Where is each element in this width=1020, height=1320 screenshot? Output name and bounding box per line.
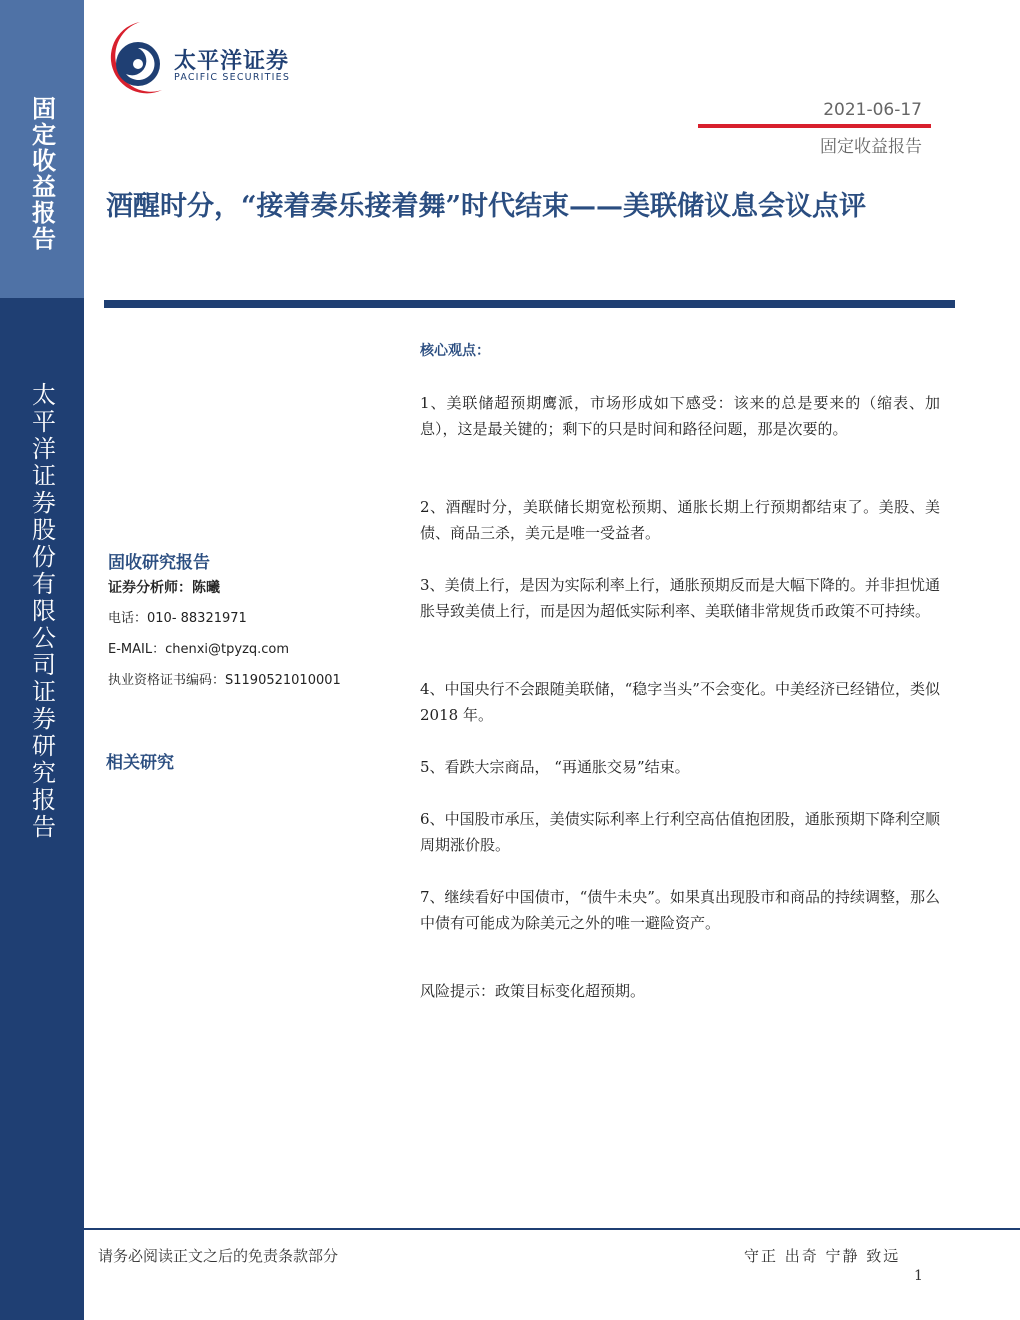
report-date: 2021-06-17	[823, 100, 922, 120]
core-point: 7、继续看好中国债市，“债牛未央”。如果真出现股市和商品的持续调整，那么中债有可能成为除美元之外的唯一避险资产。	[420, 888, 940, 932]
risk-warning: 风险提示：政策目标变化超预期。	[420, 982, 646, 1000]
core-point: 4、中国央行不会跟随美联储，“稳字当头”不会变化。中美经济已经错位，类似 2018 年。	[420, 680, 940, 724]
sidebar-company-label: 太平洋证券股份有限公司证券研究报告	[27, 382, 56, 841]
analyst-phone: 电话：010- 88321971	[108, 611, 247, 626]
analyst-license: 执业资格证书编码：S1190521010001	[108, 673, 341, 688]
report-title: 酒醒时分，“接着奏乐接着舞”时代结束——美联储议息会议点评	[106, 191, 867, 222]
footer-divider	[84, 1228, 1020, 1230]
core-point: 1、美联储超预期鹰派，市场形成如下感受：该来的总是要来的（缩表、加息），这是最关键的；剩下的只是时间和路径问题，那是次要的。	[420, 394, 940, 438]
logo-name-cn: 太平洋证券	[174, 49, 290, 74]
core-point: 2、酒醒时分，美联储长期宽松预期、通胀长期上行预期都结束了。美股、美债、商品三杀，美元是唯一受益者。	[420, 498, 940, 542]
analyst-email: E-MAIL：chenxi@tpyzq.com	[108, 642, 290, 657]
disclaimer-note: 请务必阅读正文之后的免责条款部分	[98, 1247, 339, 1265]
logo-name-en: PACIFIC SECURITIES	[174, 72, 291, 83]
analyst-info	[108, 548, 398, 696]
header-red-rule	[698, 124, 931, 128]
related-research-heading: 相关研究	[106, 753, 174, 773]
core-point: 3、美债上行，是因为实际利率上行，通胀预期反而是大幅下降的。并非担忧通胀导致美债上行，而是因为超低实际利率、美联储非常规货币政策不可持续。	[420, 576, 940, 620]
core-point: 5、看跌大宗商品， “再通胀交易”结束。	[420, 758, 690, 776]
analyst-name: 证券分析师：陈曦	[108, 580, 220, 596]
page-number: 1	[914, 1268, 923, 1284]
core-views-section	[420, 340, 940, 1000]
sidebar-report-category: 固定收益报告	[27, 96, 57, 252]
research-type-heading: 固收研究报告	[108, 553, 210, 573]
title-divider	[104, 300, 955, 308]
company-logo	[104, 18, 304, 104]
pacific-securities-logo-icon	[104, 18, 168, 102]
core-views-heading: 核心观点：	[420, 343, 490, 359]
core-point: 6、中国股市承压，美债实际利率上行利空高估值抱团股，通胀预期下降利空顺周期涨价股。	[420, 810, 940, 854]
company-motto: 守正 出奇 宁静 致远	[744, 1247, 901, 1265]
report-type: 固定收益报告	[820, 137, 922, 157]
